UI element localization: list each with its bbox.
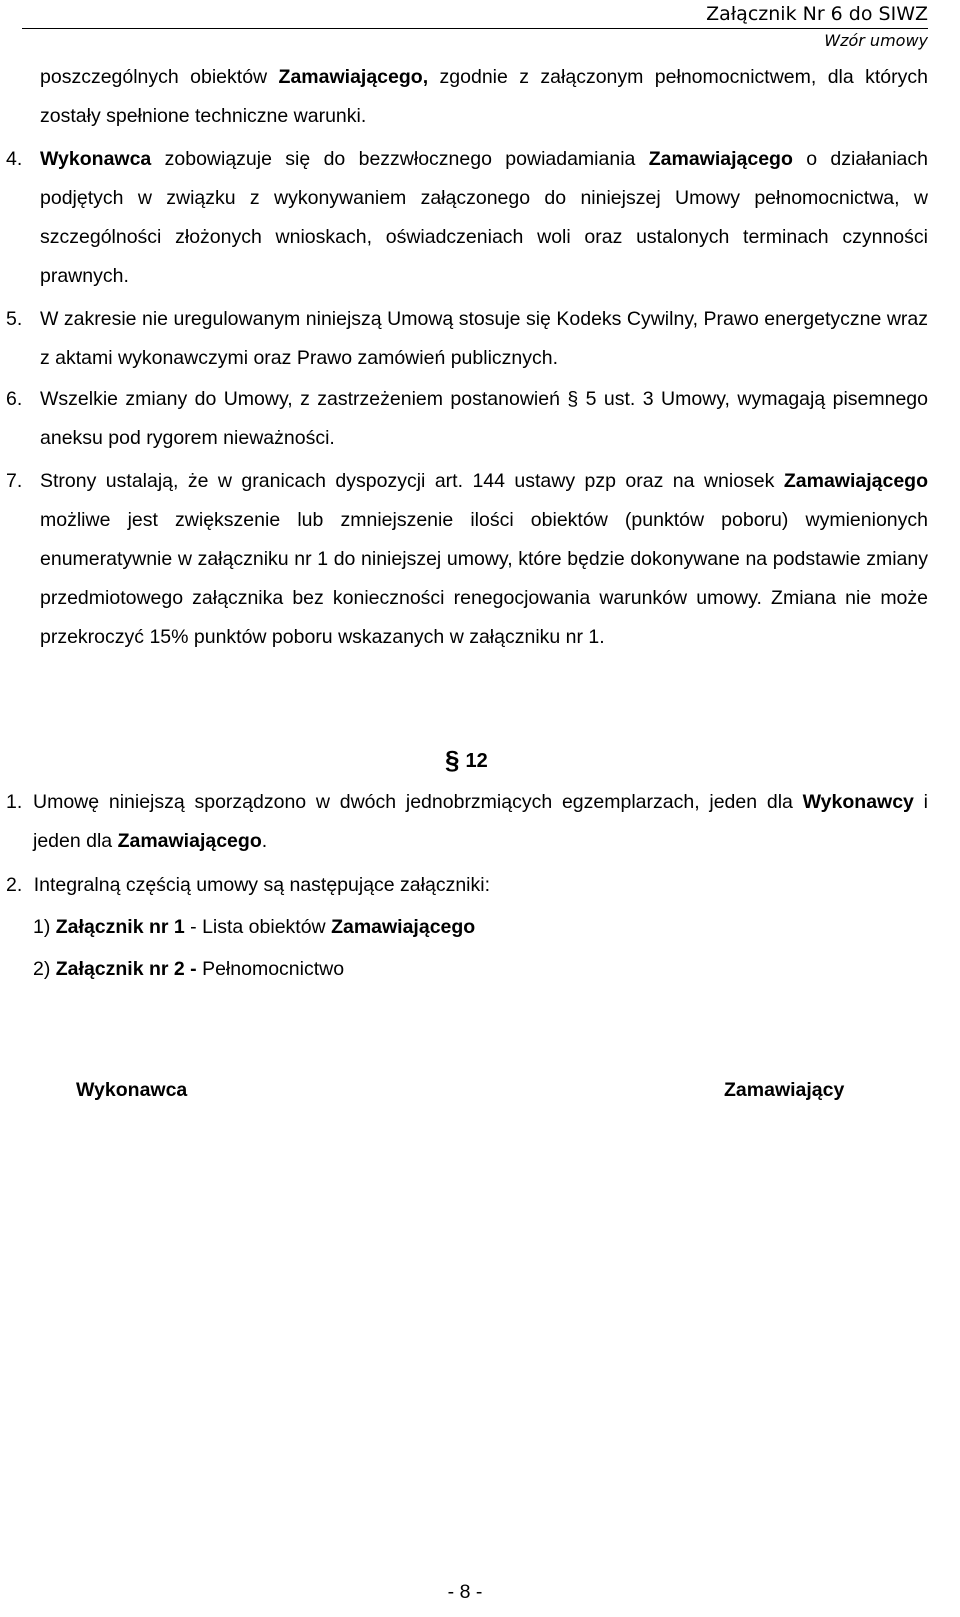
paragraph-6 xyxy=(6,380,928,458)
section-mark: § xyxy=(445,745,460,775)
attachment-1-prefix: 1) xyxy=(33,916,56,938)
attachment-1-title: Załącznik nr 1 xyxy=(55,916,185,938)
p6-text: Wszelkie zmiany do Umowy, z zastrzeżeniem postanowień § 5 ust. 3 Umowy, wymagają pisemnego aneksu pod rygorem nieważności. xyxy=(40,388,928,449)
attachment-1-desc: - Lista obiektów xyxy=(184,916,332,938)
p4-number: 4. xyxy=(6,148,23,170)
header-divider xyxy=(22,28,928,29)
s12-p1-text-a: Umowę niniejszą sporządzono w dwóch jednobrzmiących egzemplarzach, jeden dla xyxy=(33,791,803,813)
s12-paragraph-1 xyxy=(6,783,928,861)
p4-text-a: Wykonawca xyxy=(40,148,152,170)
p4-text-d: o działaniach podjętych w związku z wykonywaniem załączonego do niniejszej Umowy pełnomocnictwa, w szczególności złożonych wnioskach, oświadczeniach woli oraz ustalonych terminach czynności prawnych. xyxy=(40,148,929,287)
p7-number: 7. xyxy=(6,470,23,492)
section-number: 12 xyxy=(465,750,488,772)
s12-p1-text-d: Zamawiającego xyxy=(117,830,262,852)
s12-paragraph-2 xyxy=(6,870,490,900)
signature-contractor: Wykonawca xyxy=(76,1079,188,1101)
attachment-2 xyxy=(33,954,344,984)
s12-p1-text-c: i jeden dla xyxy=(33,791,928,852)
paragraph-4 xyxy=(6,140,929,296)
paragraph-7 xyxy=(6,462,928,657)
header-template-label: Wzór umowy xyxy=(824,31,928,50)
p3-text-b: Zamawiającego, xyxy=(278,66,429,88)
page-header xyxy=(706,2,928,51)
p4-text-b: zobowiązuje się do bezzwłocznego powiadamiania xyxy=(151,148,649,170)
section-heading xyxy=(445,745,488,776)
paragraph-3-continuation xyxy=(40,58,928,136)
p5-text: W zakresie nie uregulowanym niniejszą Umową stosuje się Kodeks Cywilny, Prawo energetyczne wraz z aktami wykonawczymi oraz Prawo zamówień publicznych. xyxy=(40,308,928,369)
attachment-2-prefix: 2) xyxy=(33,958,56,980)
s12-p2-number: 2. xyxy=(6,874,23,896)
signature-client: Zamawiający xyxy=(724,1079,845,1101)
p3-text-c: zgodnie z załączonym pełnomocnictwem, dla których zostały spełnione techniczne warunki. xyxy=(40,66,928,127)
p6-number: 6. xyxy=(6,388,23,410)
s12-p2-text: Integralną częścią umowy są następujące załączniki: xyxy=(33,874,491,896)
page-number: - 8 - xyxy=(447,1581,483,1603)
paragraph-5 xyxy=(6,300,928,378)
attachment-2-title: Załącznik nr 2 - xyxy=(55,958,197,980)
s12-p1-number: 1. xyxy=(6,791,23,813)
attachment-1 xyxy=(33,912,475,942)
attachment-2-desc: Pełnomocnictwo xyxy=(196,958,345,980)
p7-text-b: Zamawiającego xyxy=(783,470,928,492)
p7-text-a: Strony ustalają, że w granicach dyspozycji art. 144 ustawy pzp oraz na wniosek xyxy=(40,470,784,492)
s12-p1-text-b: Wykonawcy xyxy=(802,791,914,813)
p4-text-c: Zamawiającego xyxy=(648,148,793,170)
header-attachment-label: Załącznik Nr 6 do SIWZ xyxy=(706,3,928,25)
p5-number: 5. xyxy=(6,308,23,330)
p7-text-c: możliwe jest zwiększenie lub zmniejszenie ilości obiektów (punktów poboru) wymienionych enumeratywnie w załączniku nr 1 do niniejszej umowy, które będzie dokonywane na podstawie zmiany przedmiotowego załącznika bez konieczności renegocjowania warunków umowy. Zmiana nie może przekroczyć 15% punktów poboru wskazanych w załączniku nr 1. xyxy=(40,509,928,648)
attachment-1-owner: Zamawiającego xyxy=(331,916,476,938)
p3-text-a: poszczególnych obiektów xyxy=(40,66,279,88)
s12-p1-text-e: . xyxy=(261,830,268,852)
